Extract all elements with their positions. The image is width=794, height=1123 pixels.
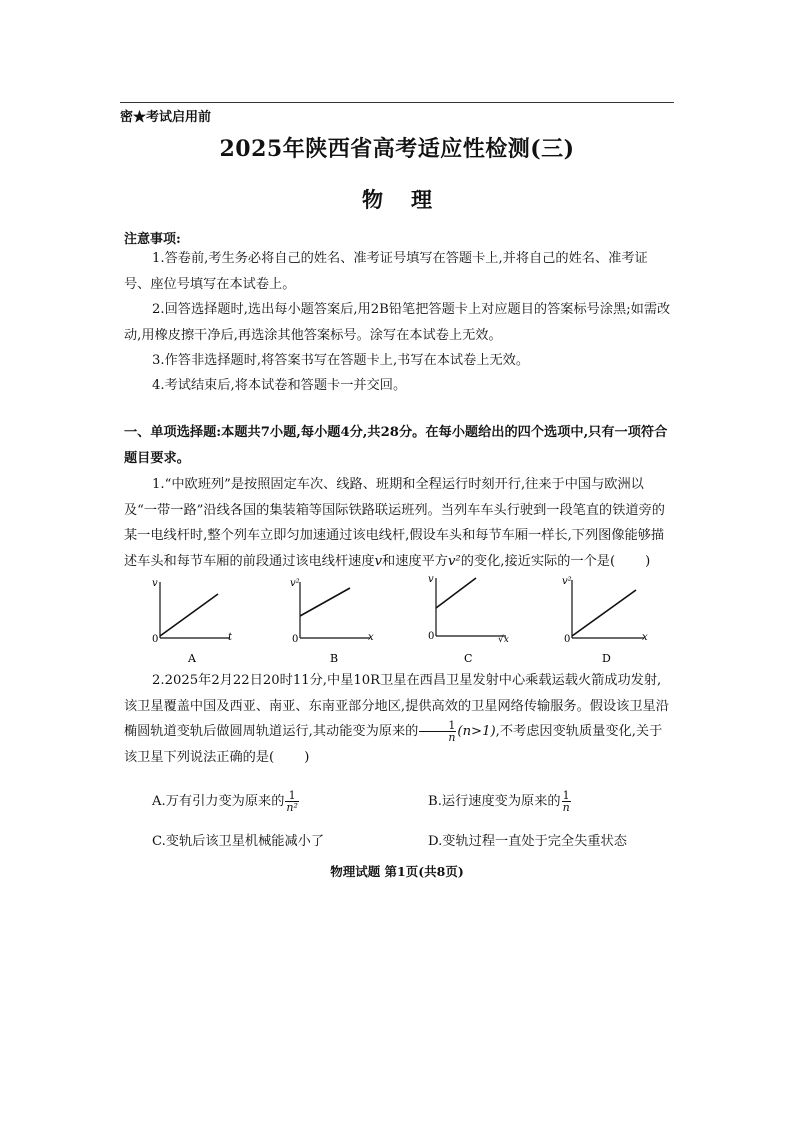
notice-item: 2.回答选择题时,选出每小题答案后,用2B铅笔把答题卡上对应题目的答案标号涂黑;如需改动,用橡皮擦干净后,再选涂其他答案标号。涂写在本试卷上无效。 bbox=[124, 302, 671, 343]
q2-fraction: $\frac{1}{n}$ bbox=[419, 720, 456, 743]
q1-text: 的变化,接近实际的一个是( bbox=[460, 553, 616, 569]
q1-var-v: v bbox=[374, 553, 383, 569]
notice-item: 4.考试结束后,将本试卷和答题卡一并交回。 bbox=[152, 378, 407, 393]
graph-d bbox=[562, 576, 648, 665]
x-label: t bbox=[228, 632, 233, 643]
y-label: v bbox=[428, 574, 434, 585]
graph-c bbox=[428, 574, 509, 665]
secret-label: 密★考试启用前 bbox=[120, 110, 212, 125]
y-label: v bbox=[152, 578, 158, 589]
q2-option-a: A.万有引力变为原来的 $\frac{1}{\text{n²}}$ bbox=[152, 789, 298, 814]
q1-var-v2: v² bbox=[447, 553, 461, 569]
section-heading: 一、单项选择题:本题共7小题,每小题4分,共28分。在每小题给出的四个选项中,只有一项符合题目要求。 bbox=[124, 425, 668, 466]
q2-option-d: D.变轨过程一直处于完全失重状态 bbox=[428, 834, 627, 849]
question-2 bbox=[124, 668, 672, 770]
page-footer: 物理试题 第1页(共8页) bbox=[330, 864, 464, 879]
q2-condition: (n>1) bbox=[457, 724, 496, 739]
q2-option-c: C.变轨后该卫星机械能减小了 bbox=[152, 834, 325, 849]
graph-line bbox=[436, 578, 476, 608]
x-label: x bbox=[368, 632, 374, 643]
graph-line bbox=[160, 594, 218, 636]
graph-b bbox=[290, 578, 374, 665]
origin-label: 0 bbox=[428, 631, 435, 642]
q2-option-b: B.运行速度变为原来的 $\frac{1}{n}$ bbox=[428, 789, 570, 814]
notice-item: 3.作答非选择题时,将答案书写在答题卡上,书写在本试卷上无效。 bbox=[152, 353, 530, 368]
q1-text: 和速度平方 bbox=[382, 553, 448, 569]
notice-item: 1.答卷前,考生务必将自己的姓名、准考证号填写在答题卡上,并将自己的姓名、准考证号、座位号填写在本试卷上。 bbox=[124, 251, 648, 292]
q1-text: ) bbox=[645, 553, 651, 569]
notice-heading: 注意事项: bbox=[124, 232, 181, 247]
graph-a bbox=[152, 578, 233, 665]
origin-label: 0 bbox=[292, 634, 299, 645]
graph-line bbox=[300, 588, 350, 616]
subject-title: 物理 bbox=[362, 187, 460, 212]
option-label: A bbox=[188, 652, 196, 665]
origin-label: 0 bbox=[564, 634, 571, 645]
exam-title: 2025年陕西省高考适应性检测(三) bbox=[219, 136, 575, 162]
option-label: D bbox=[602, 652, 611, 665]
q2-text: 2.2025年2月22日20时11分,中星10R卫星在西昌卫星发射中心乘载运载火箭成功发射,该卫星覆盖中国及西亚、南亚、东南亚部分地区,提供高效的卫星网络传输服务。假设该卫星沿椭圆轨道变轨后做圆周轨道运行,其动能变为原来的 bbox=[124, 673, 669, 739]
question-1 bbox=[124, 472, 672, 574]
q2-text: ,不考虑因变轨质量变化,关于该卫星下列说法正确的是( bbox=[124, 724, 663, 765]
header-rule bbox=[120, 102, 674, 103]
x-label: x bbox=[642, 632, 648, 643]
origin-label: 0 bbox=[152, 634, 159, 645]
option-label: C bbox=[464, 652, 473, 665]
y-label: v² bbox=[562, 576, 572, 587]
graph-line bbox=[572, 590, 636, 636]
y-label: v² bbox=[290, 578, 300, 589]
option-label: B bbox=[330, 652, 339, 665]
x-label: √x bbox=[498, 635, 509, 645]
q1-graph-options bbox=[140, 572, 660, 672]
q2-text: ) bbox=[304, 749, 310, 765]
q1-text: 1.“中欧班列”是按照固定车次、线路、班期和全程运行时刻开行,往来于中国与欧洲以及“一带一路”沿线各国的集装箱等国际铁路联运班列。当列车车头行驶到一段笔直的铁道旁的某一电线杆时,整个列车立即匀加速通过该电线杆,假设车头和每节车厢一样长,下列图像能够描述车头和每节车厢的前段通过该电线杆速度 bbox=[124, 477, 665, 569]
